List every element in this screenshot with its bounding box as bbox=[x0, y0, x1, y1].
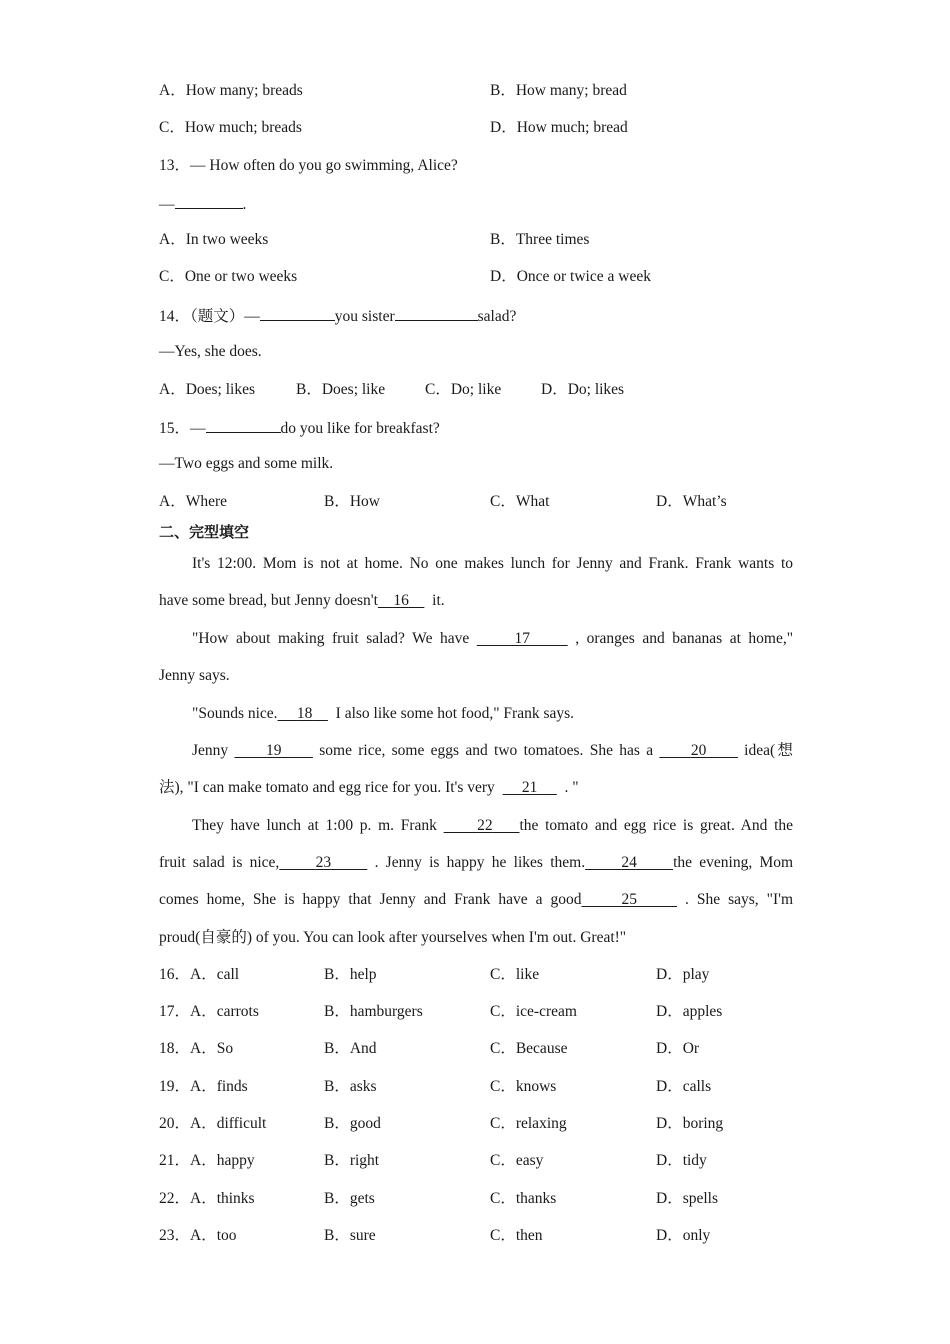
blank-19 bbox=[234, 742, 312, 759]
passage-text: some rice, some eggs and two tomatoes. She has a bbox=[319, 742, 654, 759]
q15-blank bbox=[206, 417, 281, 433]
blank-16-number: 16 bbox=[393, 592, 409, 609]
cloze-q22-c: C．thanks bbox=[490, 1190, 557, 1207]
cloze-q19-c: C．knows bbox=[490, 1078, 557, 1095]
q15-stem-suffix: do you like for breakfast? bbox=[280, 420, 440, 437]
cloze-q23-d: D．only bbox=[656, 1227, 711, 1244]
q13-answer-suffix: . bbox=[242, 196, 247, 213]
cloze-q21-d: D．tidy bbox=[656, 1152, 707, 1169]
cloze-q17-b: B．hamburgers bbox=[324, 1003, 423, 1020]
cloze-q16-a: 16．A．call bbox=[159, 966, 240, 983]
cloze-q17-d: D．apples bbox=[656, 1003, 723, 1020]
blank-23 bbox=[279, 854, 367, 871]
cloze-q18-b: B．And bbox=[324, 1040, 377, 1057]
passage-line-7 bbox=[159, 778, 793, 798]
passage-text: . " bbox=[564, 779, 579, 796]
passage-text: the evening, Mom bbox=[673, 854, 794, 871]
passage-line-8 bbox=[192, 816, 793, 836]
blank-18-number: 18 bbox=[296, 705, 313, 722]
passage-text: the tomato and egg rice is great. And the bbox=[519, 817, 794, 834]
passage-text: "How about making fruit salad? We have bbox=[192, 630, 470, 647]
blank-24 bbox=[585, 854, 673, 871]
blank-17-number: 17 bbox=[514, 630, 530, 647]
cloze-q18-a: 18．A．So bbox=[159, 1040, 234, 1057]
q14-blank-2 bbox=[395, 305, 478, 321]
cloze-q17-c: C．ice-cream bbox=[490, 1003, 577, 1020]
q12-option-b: B．How many; bread bbox=[490, 82, 627, 99]
q13-answer-line bbox=[159, 193, 246, 215]
passage-text: Jenny bbox=[192, 742, 229, 759]
blank-20-number: 20 bbox=[690, 742, 707, 759]
cloze-q22-d: D．spells bbox=[656, 1190, 719, 1207]
q13-answer-blank bbox=[175, 193, 243, 209]
section-title: 二、完型填空 bbox=[159, 523, 250, 541]
q12-option-a: A．How many; breads bbox=[159, 82, 303, 99]
passage-line-4: Jenny says. bbox=[159, 667, 230, 684]
q14-option-b: B．Does; like bbox=[296, 381, 386, 398]
blank-23-number: 23 bbox=[315, 854, 332, 871]
q15-stem bbox=[159, 417, 440, 439]
blank-24-number: 24 bbox=[621, 854, 637, 871]
q14-stem-middle: you sister bbox=[334, 308, 395, 325]
passage-text: comes home, She is happy that Jenny and Frank have a good bbox=[159, 891, 582, 908]
blank-20 bbox=[659, 742, 737, 759]
cloze-q18-d: D．Or bbox=[656, 1040, 700, 1057]
cloze-q19-d: D．calls bbox=[656, 1078, 712, 1095]
cloze-q20-b: B．good bbox=[324, 1115, 381, 1132]
q14-stem-prefix: 14．（题文）— bbox=[159, 308, 260, 325]
cloze-q23-a: 23．A．too bbox=[159, 1227, 237, 1244]
blank-22 bbox=[444, 817, 520, 834]
q15-option-c: C．What bbox=[490, 493, 550, 510]
q13-option-c: C．One or two weeks bbox=[159, 268, 298, 285]
passage-line-3 bbox=[192, 629, 793, 649]
q15-reply: —Two eggs and some milk. bbox=[159, 455, 334, 472]
cloze-q20-c: C．relaxing bbox=[490, 1115, 567, 1132]
passage-text: fruit salad is nice, bbox=[159, 854, 280, 871]
q12-option-d: D．How much; bread bbox=[490, 119, 628, 136]
blank-17 bbox=[477, 630, 568, 647]
cloze-q19-a: 19．A．finds bbox=[159, 1078, 248, 1095]
q13-option-b: B．Three times bbox=[490, 231, 590, 248]
passage-text: . She says, "I'm bbox=[684, 891, 793, 908]
q15-option-d: D．What’s bbox=[656, 493, 727, 510]
q12-option-c: C．How much; breads bbox=[159, 119, 302, 136]
blank-25 bbox=[581, 891, 677, 908]
passage-text: it. bbox=[432, 592, 445, 609]
passage-text: I also like some hot food," Frank says. bbox=[335, 705, 575, 722]
passage-text: , oranges and bananas at home," bbox=[575, 630, 794, 647]
passage-text: 法), "I can make tomato and egg rice for you. It's very bbox=[159, 779, 495, 796]
passage-text: idea(想 bbox=[744, 742, 794, 759]
blank-19-number: 19 bbox=[265, 742, 282, 759]
blank-21-number: 21 bbox=[521, 779, 538, 796]
q13-answer-prefix: — bbox=[159, 196, 175, 213]
passage-line-5 bbox=[192, 704, 793, 724]
cloze-q21-c: C．easy bbox=[490, 1152, 544, 1169]
passage-line-10 bbox=[159, 890, 793, 910]
cloze-q16-b: B．help bbox=[324, 966, 377, 983]
cloze-q20-a: 20．A．difficult bbox=[159, 1115, 267, 1132]
q14-blank-1 bbox=[260, 305, 335, 321]
cloze-q21-b: B．right bbox=[324, 1152, 380, 1169]
cloze-q16-d: D．play bbox=[656, 966, 710, 983]
cloze-q18-c: C．Because bbox=[490, 1040, 568, 1057]
cloze-q23-b: B．sure bbox=[324, 1227, 376, 1244]
passage-line-2 bbox=[159, 591, 793, 611]
blank-22-number: 22 bbox=[477, 817, 493, 834]
passage-line-6 bbox=[192, 741, 793, 761]
cloze-q16-c: C．like bbox=[490, 966, 540, 983]
q13-stem: 13．— How often do you go swimming, Alice? bbox=[159, 157, 458, 174]
cloze-q21-a: 21．A．happy bbox=[159, 1152, 255, 1169]
cloze-q22-a: 22．A．thinks bbox=[159, 1190, 255, 1207]
q13-option-d: D．Once or twice a week bbox=[490, 268, 651, 285]
q14-option-d: D．Do; likes bbox=[541, 381, 625, 398]
q15-option-b: B．How bbox=[324, 493, 380, 510]
passage-line-1: It's 12:00. Mom is not at home. No one makes lunch for Jenny and Frank. Frank wants to bbox=[192, 555, 793, 572]
blank-18 bbox=[278, 705, 328, 722]
q14-stem-suffix: salad? bbox=[477, 308, 517, 325]
passage-text: They have lunch at 1:00 p. m. Frank bbox=[192, 817, 437, 834]
blank-21 bbox=[503, 779, 557, 796]
q13-option-a: A．In two weeks bbox=[159, 231, 269, 248]
q14-reply: —Yes, she does. bbox=[159, 343, 262, 360]
q14-stem bbox=[159, 305, 516, 327]
q14-option-c: C．Do; like bbox=[425, 381, 502, 398]
passage-line-9 bbox=[159, 853, 793, 873]
cloze-q17-a: 17．A．carrots bbox=[159, 1003, 259, 1020]
cloze-q23-c: C．then bbox=[490, 1227, 543, 1244]
cloze-q22-b: B．gets bbox=[324, 1190, 375, 1207]
cloze-q20-d: D．boring bbox=[656, 1115, 724, 1132]
q15-option-a: A．Where bbox=[159, 493, 227, 510]
blank-25-number: 25 bbox=[621, 891, 637, 908]
blank-16 bbox=[378, 592, 425, 609]
q14-option-a: A．Does; likes bbox=[159, 381, 256, 398]
passage-text: "Sounds nice. bbox=[192, 705, 278, 722]
q15-stem-prefix: 15．— bbox=[159, 420, 206, 437]
passage-text: . Jenny is happy he likes them. bbox=[374, 854, 586, 871]
cloze-q19-b: B．asks bbox=[324, 1078, 377, 1095]
passage-line-11: proud(自豪的) of you. You can look after yourselves when I'm out. Great!" bbox=[159, 929, 627, 946]
passage-text: have some bread, but Jenny doesn't bbox=[159, 592, 378, 609]
